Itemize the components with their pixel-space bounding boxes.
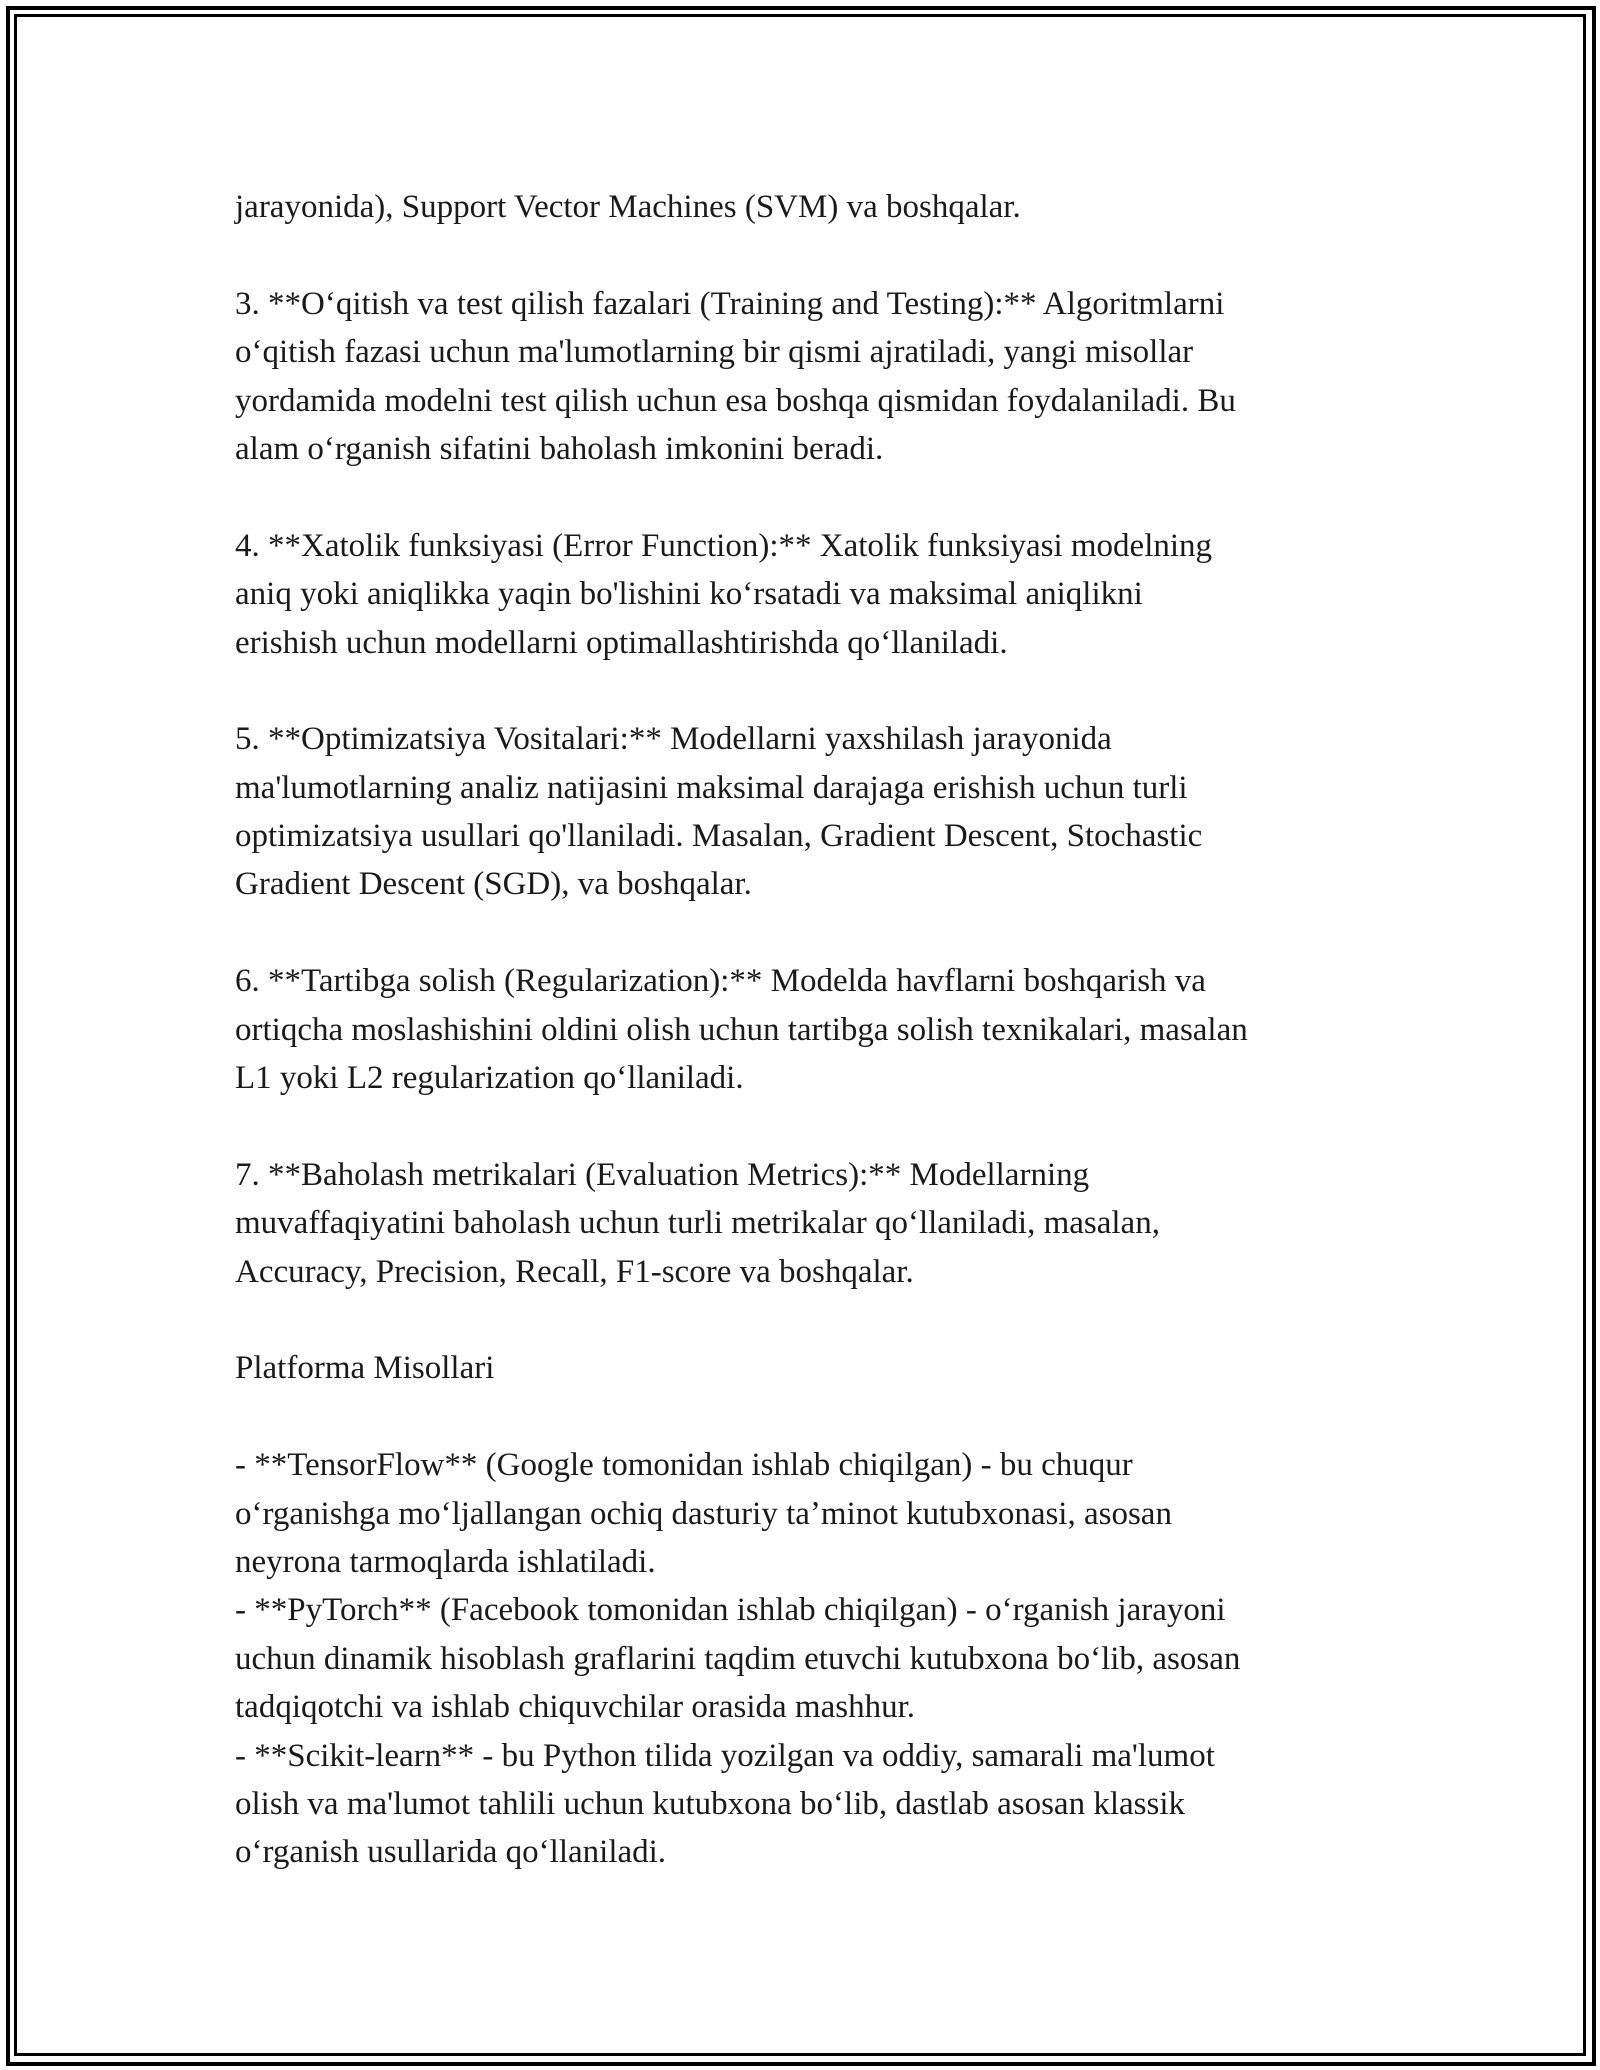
- text-line: alam oʻrganish sifatini baholash imkonini beradi.: [235, 430, 884, 467]
- text-line: oʻqitish fazasi uchun ma'lumotlarning bir qismi ajratiladi, yangi misollar: [235, 334, 1194, 371]
- text-line: 3. **Oʻqitish va test qilish fazalari (Training and Testing):** Algoritmlarni: [235, 285, 1225, 322]
- text-line: L1 yoki L2 regularization qoʻllaniladi.: [235, 1060, 744, 1097]
- text-line: tadqiqotchi va ishlab chiquvchilar orasida mashhur.: [235, 1689, 915, 1726]
- text-line: erishish uchun modellarni optimallashtirishda qoʻllaniladi.: [235, 624, 1008, 661]
- text-line: ma'lumotlarning analiz natijasini maksimal darajaga erishish uchun turli: [235, 769, 1188, 806]
- text-line: muvaffaqiyatini baholash uchun turli metrikalar qoʻllaniladi, masalan,: [235, 1205, 1160, 1242]
- text-line: jarayonida), Support Vector Machines (SVM) va boshqalar.: [235, 189, 1021, 225]
- text-line: uchun dinamik hisoblash graflarini taqdim etuvchi kutubxona boʻlib, asosan: [235, 1640, 1241, 1677]
- text-line: aniq yoki aniqlikka yaqin bo'lishini koʻrsatadi va maksimal aniqlikni: [235, 576, 1143, 613]
- blank-line: [235, 1393, 1385, 1441]
- text-line: neyrona tarmoqlarda ishlatiladi.: [235, 1543, 656, 1580]
- document-body: [235, 183, 1385, 1877]
- text-line: Accuracy, Precision, Recall, F1-score va boshqalar.: [235, 1253, 914, 1290]
- text-line: - **Scikit-learn** - bu Python tilida yozilgan va oddiy, samarali ma'lumot: [235, 1737, 1215, 1774]
- text-line: 6. **Tartibga solish (Regularization):** Modelda havflarni boshqarish va: [235, 963, 1206, 1000]
- blank-line: [235, 231, 1385, 279]
- text-line: 5. **Optimizatsiya Vositalari:** Modellarni yaxshilash jarayonida: [235, 721, 1112, 758]
- text-line: Platforma Misollari: [235, 1350, 495, 1387]
- blank-line: [235, 1102, 1385, 1150]
- text-line: yordamida modelni test qilish uchun esa boshqa qismidan foydalaniladi. Bu: [235, 382, 1236, 419]
- text-line: oʻrganishga moʻljallangan ochiq dasturiy taʼminot kutubxonasi, asosan: [235, 1495, 1172, 1532]
- text-line: 7. **Baholash metrikalari (Evaluation Metrics):** Modellarning: [235, 1156, 1090, 1193]
- blank-line: [235, 473, 1385, 521]
- blank-line: [235, 1296, 1385, 1344]
- text-line: 4. **Xatolik funksiyasi (Error Function):** Xatolik funksiyasi modelning: [235, 527, 1213, 564]
- text-line: olish va ma'lumot tahlili uchun kutubxona boʻlib, dastlab asosan klassik: [235, 1785, 1185, 1822]
- text-line: oʻrganish usullarida qoʻllaniladi.: [235, 1834, 667, 1871]
- text-line: Gradient Descent (SGD), va boshqalar.: [235, 866, 752, 903]
- blank-line: [235, 909, 1385, 957]
- text-line: optimizatsiya usullari qo'llaniladi. Masalan, Gradient Descent, Stochastic: [235, 818, 1203, 855]
- text-line: - **TensorFlow** (Google tomonidan ishlab chiqilgan) - bu chuqur: [235, 1447, 1133, 1484]
- text-line: - **PyTorch** (Facebook tomonidan ishlab chiqilgan) - oʻrganish jarayoni: [235, 1592, 1226, 1629]
- text-line: ortiqcha moslashishini oldini olish uchun tartibga solish texnikalari, masalan: [235, 1011, 1248, 1048]
- blank-line: [235, 667, 1385, 715]
